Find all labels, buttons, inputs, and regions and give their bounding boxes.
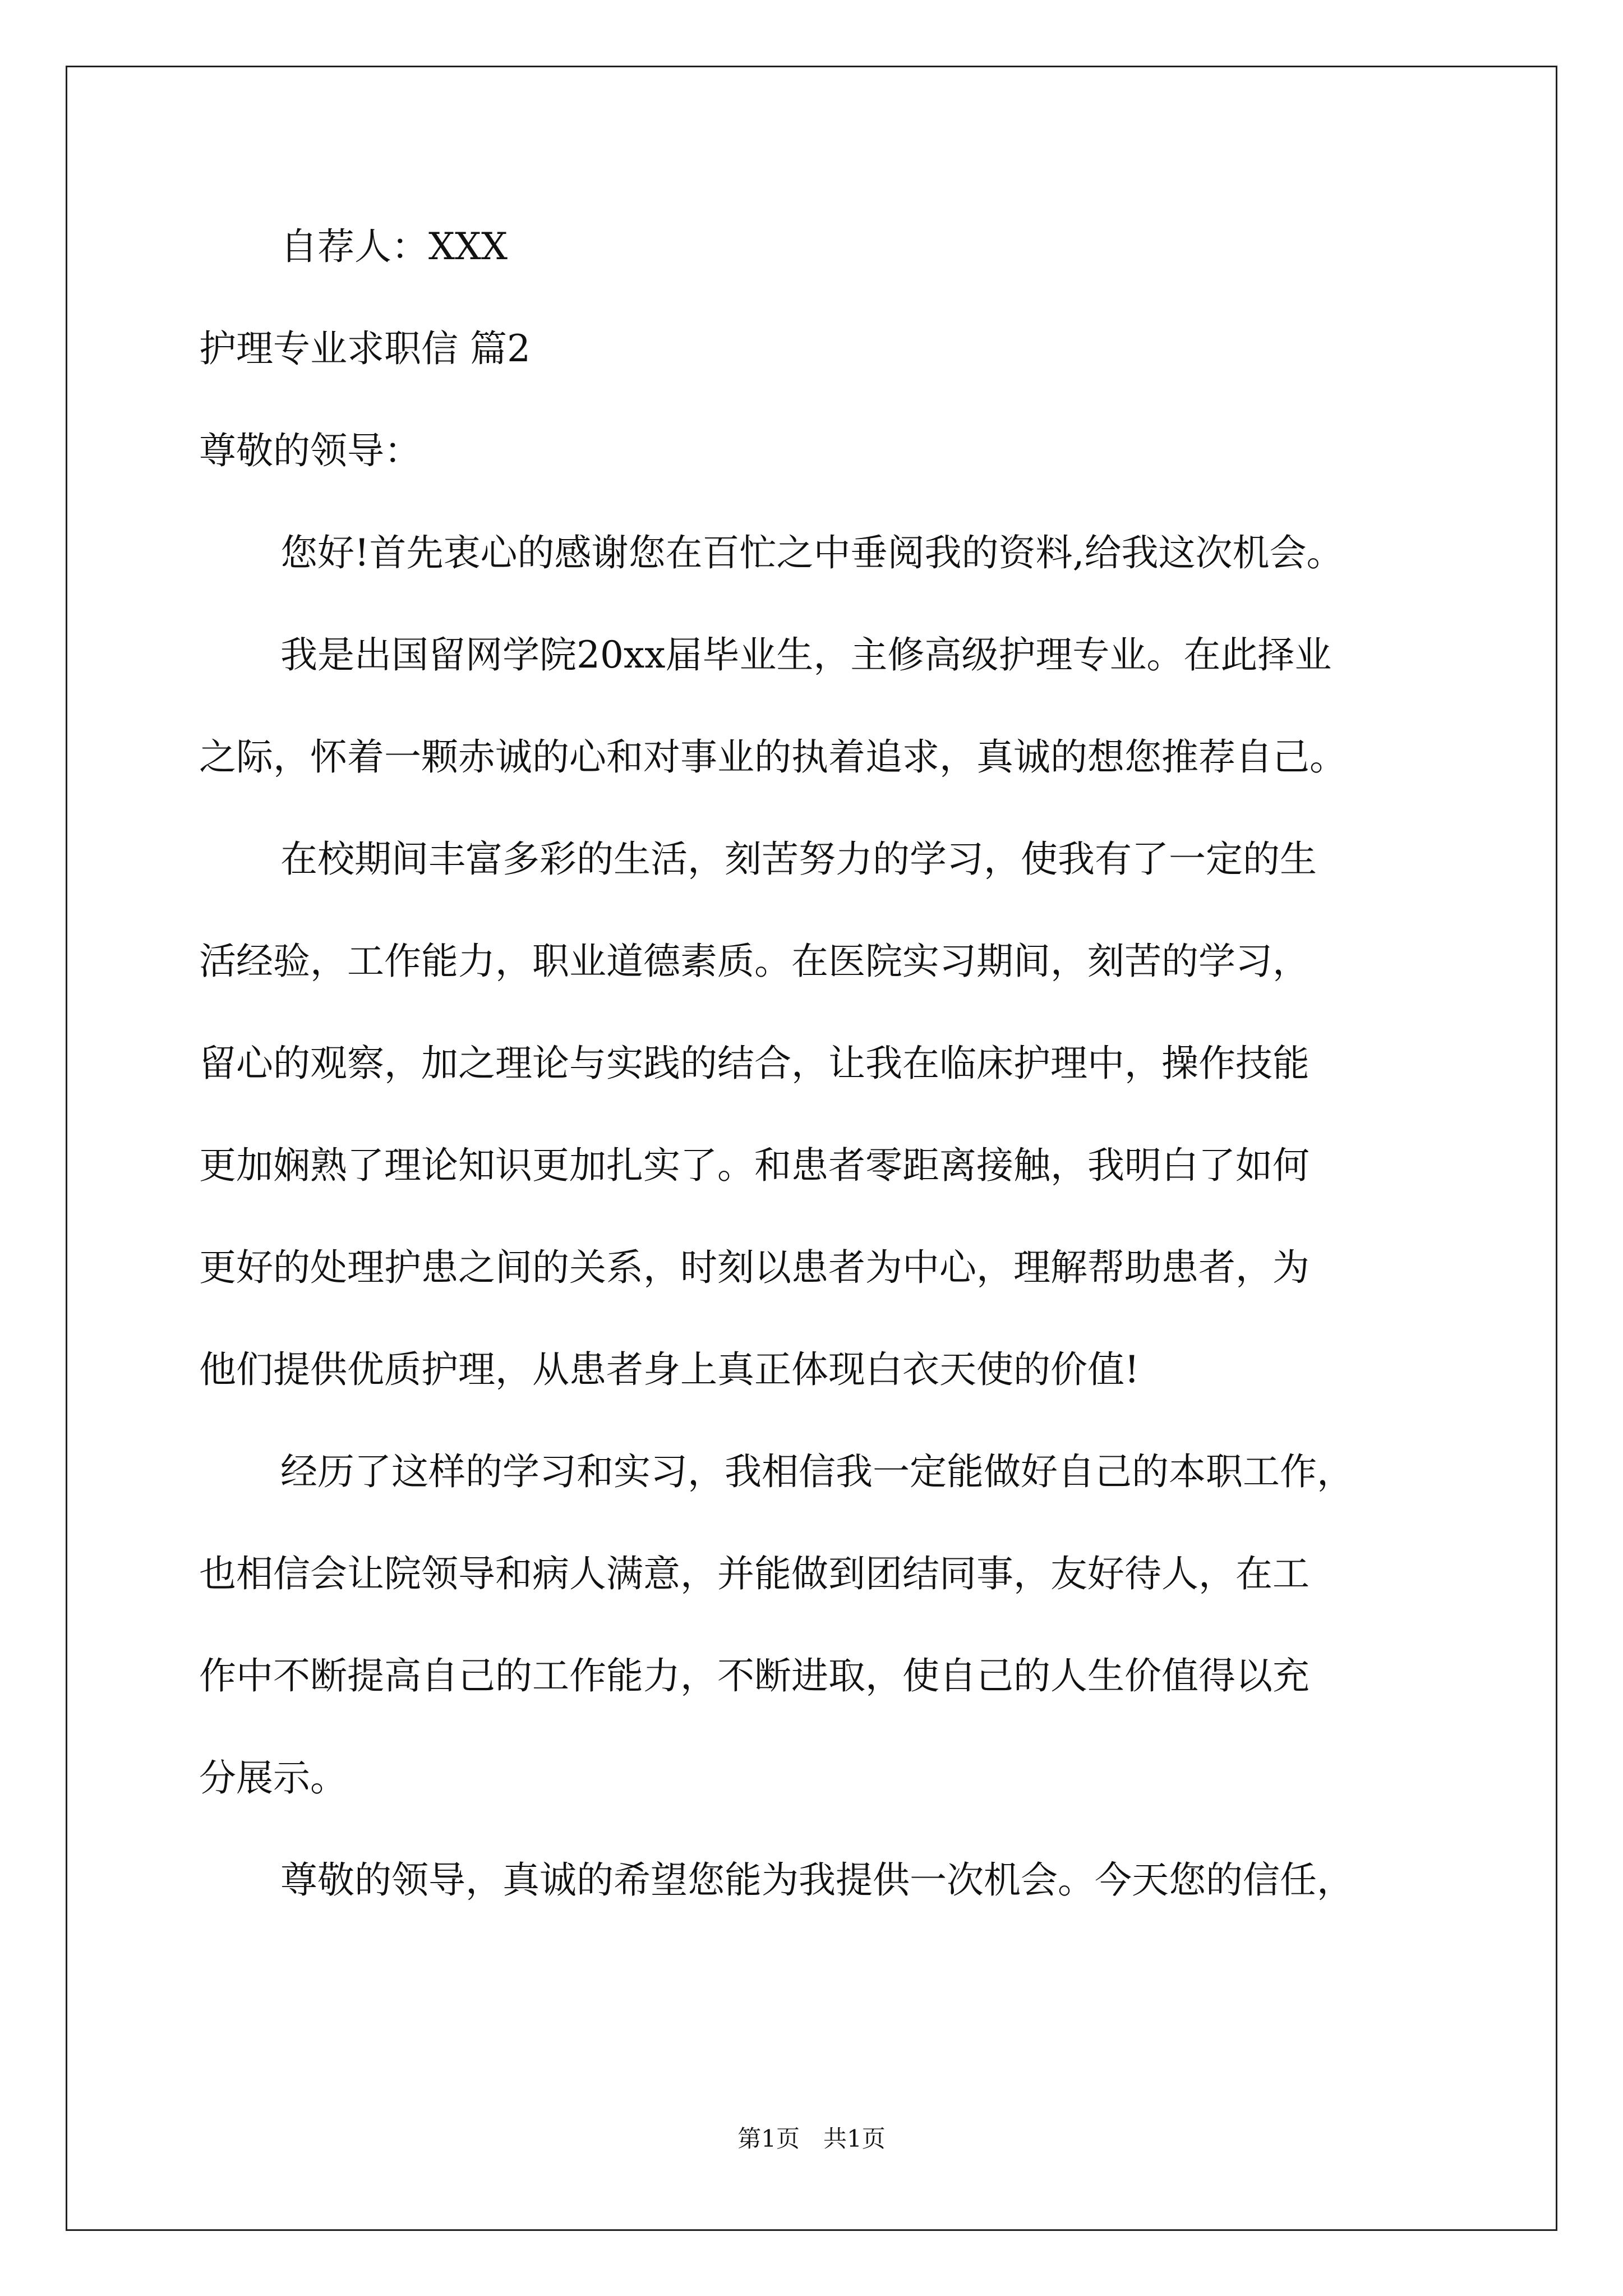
signature-line: 自荐人：XXX [280,225,508,268]
paragraph-line: 更加娴熟了理论知识更加扎实了。和患者零距离接触，我明白了如何 [199,1144,1310,1187]
page-footer: 第1页 共1页 [737,2125,886,2152]
paragraph-line: 在校期间丰富多彩的生活，刻苦努力的学习，使我有了一定的生 [280,838,1317,881]
paragraph-line: 经历了这样的学习和实习，我相信我一定能做好自己的本职工作， [280,1450,1354,1493]
paragraph-line: 也相信会让院领导和病人满意，并能做到团结同事，友好待人，在工 [199,1552,1310,1595]
section-heading: 护理专业求职信 篇2 [199,327,531,370]
paragraph-line: 留心的观察，加之理论与实践的结合，让我在临床护理中，操作技能 [199,1042,1310,1085]
paragraph-line: 作中不断提高自己的工作能力，不断进取，使自己的人生价值得以充 [199,1654,1310,1697]
paragraph-line: 我是出国留网学院20xx届毕业生，主修高级护理专业。在此择业 [280,633,1332,677]
salutation: 尊敬的领导： [199,429,421,472]
paragraph-line: 更好的处理护患之间的关系，时刻以患者为中心，理解帮助患者，为 [199,1246,1310,1289]
paragraph-line: 他们提供优质护理，从患者身上真正体现白衣天使的价值! [199,1348,1140,1391]
paragraph-line: 活经验，工作能力，职业道德素质。在医院实习期间，刻苦的学习， [199,940,1310,983]
paragraph-line: 之际，怀着一颗赤诚的心和对事业的执着追求，真诚的想您推荐自己。 [199,735,1347,779]
paragraph-line: 尊敬的领导，真诚的希望您能为我提供一次机会。今天您的信任， [280,1858,1354,1902]
paragraph-line: 您好!首先衷心的感谢您在百忙之中垂阅我的资料,给我这次机会。 [280,531,1344,574]
paragraph-line: 分展示。 [199,1756,347,1800]
